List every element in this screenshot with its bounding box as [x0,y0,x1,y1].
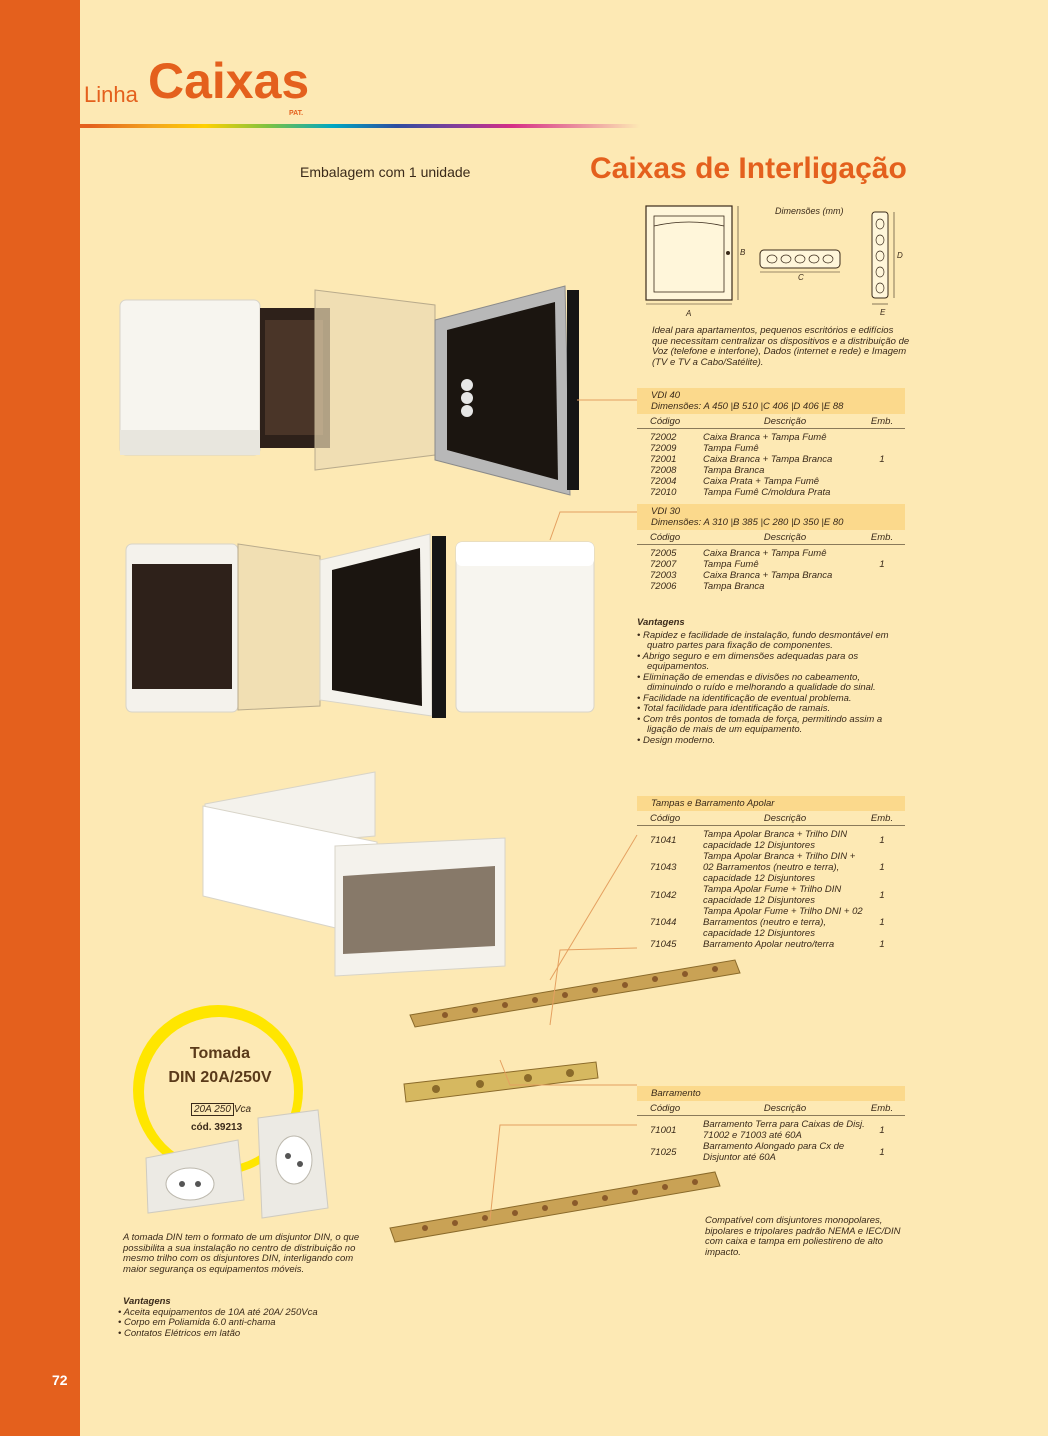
sidebar [0,0,80,1436]
vdi40-name: VDI 40 [651,390,681,401]
advantage-item: • Design moderno. [637,734,716,746]
apolar-table [637,796,905,950]
packaging-note: Embalagem com 1 unidade [300,164,471,180]
table-row [637,829,905,851]
table-row [637,1141,905,1163]
vdi40-code: 72001 [650,454,677,465]
tomada-product-image [138,1108,338,1223]
vdi40-desc: Tampa Fumê C/moldura Prata [703,487,831,498]
table-row [637,851,905,884]
advantages-block [637,618,901,746]
header-codigo: Código [650,1103,681,1114]
header-codigo: Código [650,532,681,543]
row-code: 71025 [650,1146,677,1158]
row-code: 71001 [650,1124,677,1136]
header-descricao: Descrição [763,813,807,824]
dimension-diagram [640,200,910,320]
apolar-band: Tampas e Barramento Apolar [637,796,905,811]
connector-lines [480,380,660,1260]
header-emb: Emb. [870,1103,894,1114]
row-desc: Barramento Terra para Caixas de Disj. 71002 e 71003 até 60A [703,1119,865,1141]
vdi40-code: 72004 [650,476,677,487]
vdi30-desc: Tampa Branca [703,581,765,592]
row-desc: Tampa Apolar Branca + Trilho DIN + 02 Barramentos (neutro e terra), capacidade 12 Disjuntores [703,851,856,884]
tomada-advantage-item: • Corpo em Poliamida 6.0 anti-chama [118,1317,276,1328]
row-code: 71041 [650,834,677,846]
row-emb: 1 [879,834,885,846]
row-emb: 1 [879,889,885,901]
tomada-advantages-title: Vantagens [123,1296,171,1307]
row-desc: Tampa Apolar Branca + Trilho DIN capacidade 12 Disjuntores [703,829,848,851]
vdi40-code: 72002 [650,432,677,443]
tomada-description: A tomada DIN tem o formato de um disjuntor DIN, o que possibilita a sua instalação no centro de distribuição no mesmo trilho com os disjuntores DIN, interligando com maior segurança os equipamentos móveis. [123,1232,360,1275]
tomada-code: cód. 39213 [191,1122,243,1133]
barramento-band: Barramento [637,1086,905,1101]
tomada-rating-suffix: Vca [233,1104,252,1115]
row-emb: 1 [879,1146,885,1158]
vdi30-rows [637,548,905,592]
header-emb: Emb. [870,416,894,427]
vdi30-emb: 1 [879,559,885,570]
brand-linha: Linha [84,82,138,107]
header-emb: Emb. [870,532,894,543]
vdi40-desc: Caixa Prata + Tampa Fumê [703,476,820,487]
vdi40-desc: Caixa Branca + Tampa Fumê [703,432,827,443]
vdi40-desc: Caixa Branca + Tampa Branca [703,454,833,465]
tomada-title-line1: Tomada [189,1045,251,1062]
table-header [637,811,905,826]
row-desc: Tampa Apolar Fume + Trilho DNI + 02 Barramentos (neutro e terra), capacidade 12 Disjuntores [703,906,863,939]
table-row [637,884,905,906]
compatibility-note: Compatível com disjuntores monopolares, bipolares e tripolares padrão NEMA e IEC/DIN com caixa e tampa em poliestireno de alto impacto. [705,1215,901,1258]
vdi30-dims: Dimensões: A 310 |B 385 |C 280 |D 350 |E 80 [651,517,844,528]
vdi30-code: 72007 [650,559,677,570]
vdi40-code: 72008 [650,465,677,476]
vdi30-desc: Tampa Fumê [703,559,759,570]
advantage-item: • Eliminação de emendas e divisões no cabeamento, diminuindo o ruído e melhorando a qualidade do sinal. [637,671,876,693]
row-code: 71042 [650,889,677,901]
header-descricao: Descrição [763,416,807,427]
row-emb: 1 [879,917,885,928]
tomada-title-line2: DIN 20A/250V [168,1069,272,1086]
header-codigo: Código [650,416,681,427]
page-number: 72 [52,1372,68,1388]
tomada-rating-box: 20A 250 [191,1103,234,1116]
vdi30-desc: Caixa Branca + Tampa Branca [703,570,833,581]
vdi40-rows [637,432,905,498]
row-emb: 1 [879,862,885,873]
vdi30-name: VDI 30 [651,506,681,517]
intro-text: Ideal para apartamentos, pequenos escritórios e edifícios que necessitam centralizar os dispositivos e a distribuição de Voz (telefone e interfone), Dados (internet e rede) e Imagem (TV e TV a Cabo/Satélite). [652,325,910,368]
vdi40-desc: Tampa Fumê [703,443,759,454]
rainbow-divider [0,124,640,128]
tomada-advantage-item: • Aceita equipamentos de 10A até 20A/ 250Vca [118,1306,318,1318]
dim-A: A [686,309,692,318]
row-desc: Barramento Apolar neutro/terra [703,939,835,950]
row-desc: Tampa Apolar Fume + Trilho DIN capacidade 12 Disjuntores [703,884,842,906]
vdi40-emb: 1 [879,454,885,465]
page-title: Caixas de Interligação [590,152,907,185]
header-descricao: Descrição [763,532,807,543]
tomada-title [140,1042,300,1090]
vdi40-dims: Dimensões: A 450 |B 510 |C 406 |D 406 |E 88 [651,401,844,412]
advantage-item: • Facilidade na identificação de eventual problema. [637,692,852,704]
row-code: 71043 [650,862,677,873]
vdi40-code: 72010 [650,487,677,498]
advantages-title: Vantagens [637,617,685,628]
advantage-item: • Rapidez e facilidade de instalação, fundo desmontável em quatro partes para fixação de componentes. [637,629,889,651]
barramento-table [637,1086,905,1163]
header-emb: Emb. [870,813,894,824]
table-row [637,939,905,950]
row-code: 71045 [650,939,677,950]
vdi40-desc: Tampa Branca [703,465,765,476]
row-emb: 1 [879,939,885,950]
row-emb: 1 [879,1124,885,1136]
vdi30-desc: Caixa Branca + Tampa Fumê [703,548,827,559]
apolar-cover-image [195,766,515,981]
header-codigo: Código [650,813,681,824]
tomada-advantage-item: • Contatos Elétricos em latão [118,1327,241,1339]
brand-caixas: Caixas [148,53,310,109]
dim-D: D [897,251,903,260]
brand-pat: PAT. [289,110,304,117]
header-descricao: Descrição [763,1103,807,1114]
vdi30-code: 72006 [650,581,677,592]
advantage-item: • Total facilidade para identificação de ramais. [637,703,831,714]
vdi40-code: 72009 [650,443,677,454]
vdi30-code: 72005 [650,548,677,559]
table-row [637,906,905,939]
advantage-item: • Abrigo seguro e em dimensões adequadas para os equipamentos. [637,650,859,672]
dim-E: E [880,308,886,317]
dimensions-label: Dimensões (mm) [775,206,844,216]
table-header [637,530,905,545]
vdi40-band [637,388,905,414]
vdi30-table [637,504,905,592]
vdi30-band [637,504,905,530]
vdi30-code: 72003 [650,570,677,581]
row-code: 71044 [650,917,677,928]
dim-B: B [740,248,746,257]
row-desc: Barramento Alongado para Cx de Disjuntor até 60A [703,1141,845,1163]
table-header [637,1101,905,1116]
dim-C: C [798,273,804,282]
vdi40-table [637,388,905,498]
table-header [637,414,905,429]
tomada-advantages [118,1297,378,1339]
advantage-item: • Com três pontos de tomada de força, permitindo assim a ligação de mais de um equipamento. [637,713,883,735]
table-row [637,1119,905,1141]
